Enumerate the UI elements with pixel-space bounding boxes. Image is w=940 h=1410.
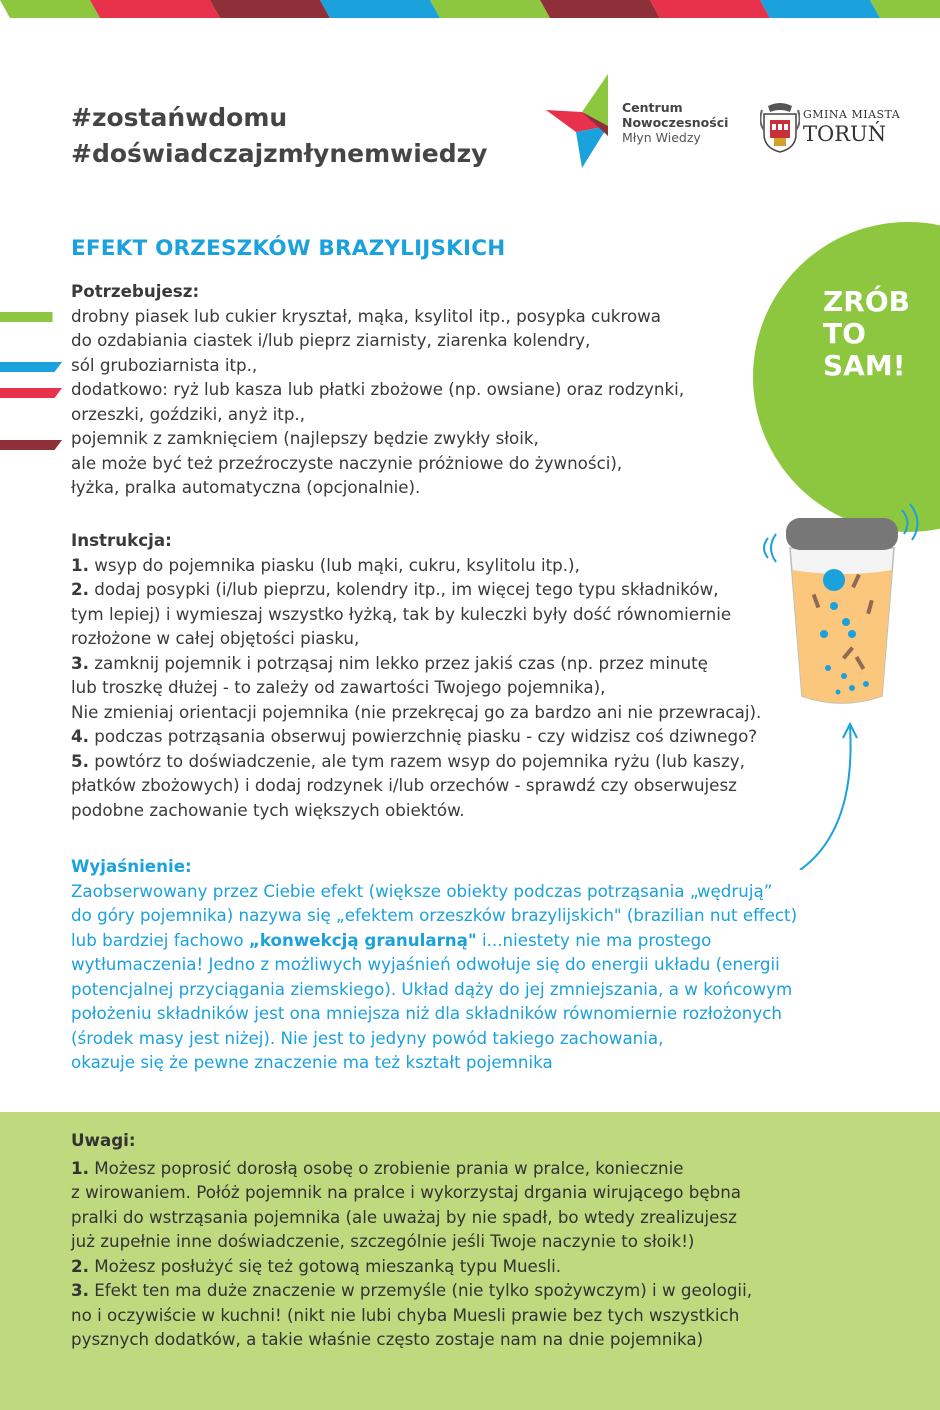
marker-green xyxy=(0,312,62,322)
logo-cn-line2: Nowoczesności xyxy=(622,115,729,130)
instruction-number: 3. xyxy=(71,652,89,673)
explanation-line xyxy=(71,928,797,953)
note-text: Możesz posłużyć się też gotową mieszanką typu Muesli. xyxy=(88,1255,562,1276)
badge-line1: ZRÓB xyxy=(823,285,911,318)
note-number: 2. xyxy=(71,1255,89,1276)
marker-blue xyxy=(0,362,62,372)
page-title: EFEKT ORZESZKÓW BRAZYLIJSKICH xyxy=(71,236,506,261)
note-text: no i oczywiście w kuchni! (nikt nie lubi chyba Muesli prawie bez tych wszystkich xyxy=(71,1304,740,1325)
instruction-line xyxy=(71,651,761,676)
needs-line: drobny piasek lub cukier kryształ, mąka, ksylitol itp., posypka cukrowa xyxy=(71,305,662,326)
instruction-text: zamknij pojemnik i potrząsaj nim lekko przez jakiś czas (np. przez minutę xyxy=(88,652,708,673)
note-text: z wirowaniem. Połóż pojemnik na pralce i wykorzystaj drgania wirującego bębna xyxy=(71,1182,742,1202)
note-line xyxy=(71,1254,752,1279)
note-line xyxy=(71,1229,752,1254)
badge-line3: SAM! xyxy=(823,349,906,382)
instruction-line xyxy=(71,675,761,700)
instructions-heading: Instrukcja: xyxy=(71,530,172,550)
needs-line: do ozdabiania ciastek i/lub pieprz ziarnisty, ziarenka kolendry, xyxy=(71,330,591,350)
marker-maroon xyxy=(0,440,62,450)
needs-line: orzeszki, goździki, anyż itp., xyxy=(71,403,306,424)
instruction-text: podobne zachowanie tych większych obiektów. xyxy=(71,799,465,820)
explanation-line: Zaobserwowany przez Ciebie efekt (większe obiekty podczas potrząsania „wędrują” xyxy=(71,880,773,901)
notes-heading: Uwagi: xyxy=(71,1130,136,1150)
note-line xyxy=(71,1278,752,1303)
instruction-text: Nie zmieniaj orientacji pojemnika (nie przekręcaj go za bardzo ani nie przewracaj). xyxy=(71,701,762,722)
needs-heading: Potrzebujesz: xyxy=(71,281,200,301)
note-line xyxy=(71,1156,752,1181)
note-line xyxy=(71,1327,752,1352)
centrum-nowoczesnosci-logo-text xyxy=(622,100,728,145)
marker-red xyxy=(0,388,62,398)
instruction-number: 4. xyxy=(71,726,89,746)
instruction-number: 5. xyxy=(71,750,89,771)
gmina-miasta-torun-logo-text xyxy=(803,108,900,146)
instruction-text: wsyp do pojemnika piasku (lub mąki, cukru, ksylitolu itp.), xyxy=(88,554,580,575)
instruction-line xyxy=(71,700,761,725)
explanation-line: położeniu składników jest ona mniejsza niż dla składników równomiernie rozłożonych xyxy=(71,1003,782,1023)
note-line xyxy=(71,1303,752,1328)
note-text: Możesz poprosić dorosłą osobę o zrobienie prania w pralce, koniecznie xyxy=(88,1157,684,1178)
shaking-jar-illustration-icon xyxy=(754,500,919,870)
torun-line2: TORUŃ xyxy=(803,122,887,146)
explanation-heading: Wyjaśnienie: xyxy=(71,856,192,876)
instruction-line xyxy=(71,724,761,749)
explanation-section xyxy=(71,854,797,1075)
notes-section xyxy=(71,1128,752,1352)
explanation-line: okazuje się że pewne znaczenie ma też kształt pojemnika xyxy=(71,1052,553,1072)
badge-line2: TO xyxy=(823,317,866,350)
instructions-section xyxy=(71,528,761,822)
instruction-line xyxy=(71,602,761,627)
explanation-text: lub bardziej fachowo xyxy=(71,929,249,950)
instruction-text: rozłożone w całej objętości piasku, xyxy=(71,628,360,648)
explanation-text: i...niestety nie ma prostego xyxy=(476,929,712,950)
note-text: pralki do wstrząsania pojemnika (ale uważaj by nie spadł, bo wtedy zrealizujesz xyxy=(71,1206,737,1227)
instruction-text: tym lepiej) i wymieszaj wszystko łyżką, tak by kuleczki były dość równomiernie xyxy=(71,603,732,624)
instruction-number: 1. xyxy=(71,554,89,575)
explanation-line: (środek masy jest niżej). Nie jest to jedyny powód takiego zachowania, xyxy=(71,1027,664,1048)
explanation-line: potencjalnej przyciągania ziemskiego). Układ dąży do jej zmniejszania, a w końcowym xyxy=(71,978,793,999)
note-line xyxy=(71,1205,752,1230)
instruction-text: dodaj posypki (i/lub pieprzu, kolendry itp., im więcej tego typu składników, xyxy=(88,579,719,599)
note-text: pysznych dodatków, a takie właśnie często zostaje nam na dnie pojemnika) xyxy=(71,1329,704,1349)
logo-cn-line1: Centrum xyxy=(622,100,683,115)
needs-section xyxy=(71,279,684,500)
note-text: Efekt ten ma duże znaczenie w przemyśle (nie tylko spożywczym) i w geologii, xyxy=(88,1280,753,1300)
explanation-line: wytłumaczenia! Jedno z możliwych wyjaśnień odwołuje się do energii układu (energii xyxy=(71,954,780,974)
note-number: 1. xyxy=(71,1157,89,1178)
note-number: 3. xyxy=(71,1280,89,1300)
instruction-text: lub troszkę dłużej - to zależy od zawartości Twojego pojemnika), xyxy=(71,677,606,697)
needs-line: dodatkowo: ryż lub kasza lub płatki zbożowe (np. owsiane) oraz rodzynki, xyxy=(71,379,685,399)
hashtag-experiment: #doświadczajzmłynemwiedzy xyxy=(71,139,488,168)
explanation-line: do góry pojemnika) nazywa się „efektem orzeszków brazylijskich" (brazilian nut effect) xyxy=(71,905,798,925)
top-decorative-stripe xyxy=(0,0,940,18)
instruction-line xyxy=(71,626,761,651)
instruction-text: płatków zbożowych) i dodaj rodzynek i/lub orzechów - sprawdź czy obserwujesz xyxy=(71,775,737,795)
note-text: już zupełnie inne doświadczenie, szczególnie jeśli Twoje naczynie to słoik!) xyxy=(71,1231,695,1251)
instruction-text: powtórz to doświadczenie, ale tym razem wsyp do pojemnika ryżu (lub kaszy, xyxy=(88,750,745,771)
logo-cn-line3: Młyn Wiedzy xyxy=(622,130,701,145)
needs-line: pojemnik z zamknięciem (najlepszy będzie zwykły słoik, xyxy=(71,428,539,448)
badge-text xyxy=(823,286,910,382)
instruction-line xyxy=(71,773,761,798)
needs-line: łyżka, pralka automatyczna (opcjonalnie). xyxy=(71,477,421,497)
note-line xyxy=(71,1180,752,1205)
instruction-text: podczas potrząsania obserwuj powierzchnię piasku - czy widzisz coś dziwnego? xyxy=(88,726,758,746)
explanation-bold-term: „konwekcją granularną" xyxy=(248,929,477,950)
instruction-number: 2. xyxy=(71,579,89,599)
instruction-line xyxy=(71,553,761,578)
hashtags xyxy=(71,100,487,172)
instruction-line xyxy=(71,798,761,823)
needs-line: ale może być też przeźroczyste naczynie próżniowe do żywności), xyxy=(71,452,623,473)
torun-line1: GMINA MIASTA xyxy=(803,108,901,121)
torun-coat-of-arms-icon xyxy=(760,100,800,154)
needs-line: sól gruboziarnista itp., xyxy=(71,354,258,375)
instruction-line xyxy=(71,749,761,774)
hashtag-stay-home: #zostańwdomu xyxy=(71,103,288,132)
instruction-line xyxy=(71,577,761,602)
